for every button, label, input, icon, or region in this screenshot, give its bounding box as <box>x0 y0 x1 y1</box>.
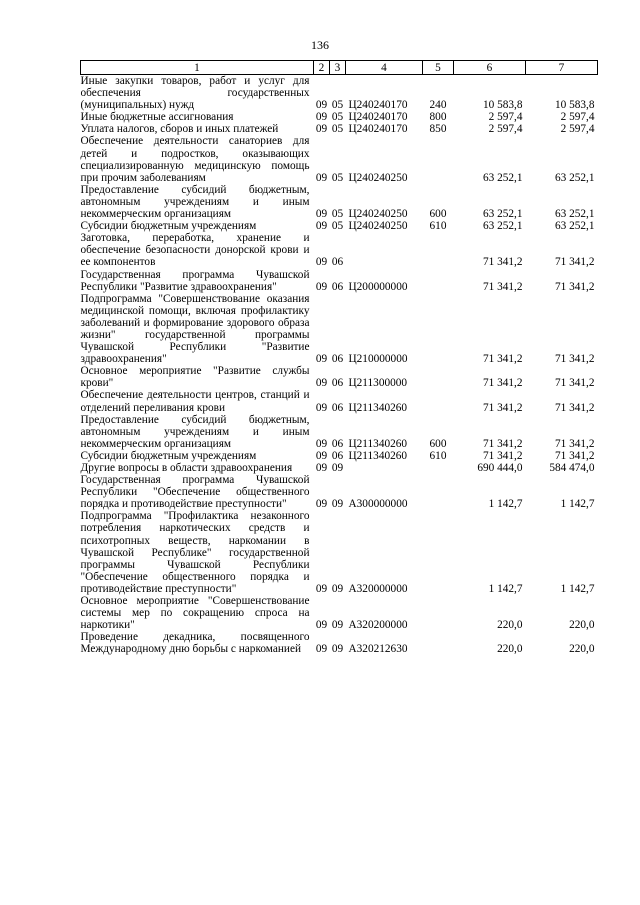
expense-type-code <box>423 474 454 510</box>
amount-year-2: 63 252,1 <box>554 171 595 184</box>
amount-year-2: 71 341,2 <box>554 256 595 269</box>
amount-year-1: 690 444,0 <box>477 462 523 474</box>
header-col-1: 1 <box>81 61 314 75</box>
item-name: Подпрограмма "Совершенствование оказания медицинской помощи, включая профилактику заболеваний и формирование здорового образа жизни" государственной программы Чувашской Республики "Развитие здравоохранения" <box>80 292 310 366</box>
target-article-code: Ц240240170 <box>348 99 408 112</box>
target-article-code: Ц211340260 <box>348 401 408 414</box>
amount-year-1: 71 341,2 <box>482 377 523 390</box>
amount-year-1: 1 142,7 <box>488 582 523 595</box>
subsection-code: 06 <box>331 449 344 462</box>
expense-type-code: 610 <box>429 449 447 462</box>
table-body <box>81 75 598 656</box>
page-number: 136 <box>311 38 329 52</box>
table-row <box>81 389 598 413</box>
section-code: 09 <box>315 462 328 474</box>
expense-type-code: 240 <box>429 99 447 112</box>
amount-year-2: 1 142,7 <box>560 582 595 595</box>
amount-year-1: 71 341,2 <box>482 256 523 269</box>
section-code: 09 <box>315 401 328 414</box>
item-name: Основное мероприятие "Развитие службы крови" <box>80 365 310 390</box>
table-row <box>81 123 598 135</box>
table-row <box>81 595 598 631</box>
amount-year-1: 2 597,4 <box>488 123 523 136</box>
amount-year-1: 71 341,2 <box>482 449 523 462</box>
table-row <box>81 510 598 595</box>
header-col-2: 2 <box>314 61 330 75</box>
section-code: 09 <box>315 99 328 112</box>
table-row <box>81 232 598 268</box>
expense-type-code <box>423 462 454 474</box>
header-col-6: 6 <box>454 61 526 75</box>
amount-year-2: 2 597,4 <box>560 123 595 136</box>
header-col-3: 3 <box>330 61 346 75</box>
amount-year-2: 10 583,8 <box>554 99 595 112</box>
expense-type-code <box>423 232 454 268</box>
expense-type-code <box>423 293 454 366</box>
target-article-code: Ц211340260 <box>348 437 408 450</box>
item-name: Обеспечение деятельности центров, станций и отделений переливания крови <box>80 389 310 414</box>
target-article-code: Ц240240170 <box>348 111 408 124</box>
item-name: Предоставление субсидий бюджетным, автономным учреждениям и иным некоммерческим организациям <box>80 413 310 450</box>
subsection-code: 05 <box>331 171 344 184</box>
subsection-code: 06 <box>331 377 344 390</box>
target-article-code: Ц240240170 <box>348 123 408 136</box>
header-row <box>81 61 598 75</box>
amount-year-2: 71 341,2 <box>554 449 595 462</box>
subsection-code: 06 <box>331 353 344 366</box>
table-row <box>81 365 598 389</box>
subsection-code: 09 <box>331 462 344 474</box>
target-article-code <box>346 232 423 268</box>
target-article-code: Ц240240250 <box>348 171 408 184</box>
table-header <box>81 61 598 75</box>
table-row <box>81 293 598 366</box>
section-code: 09 <box>315 582 328 595</box>
header-col-7: 7 <box>526 61 598 75</box>
amount-year-2: 71 341,2 <box>554 377 595 390</box>
target-article-code: А320200000 <box>348 619 408 632</box>
target-article-code: Ц210000000 <box>348 353 408 366</box>
item-name: Уплата налогов, сборов и иных платежей <box>80 123 279 136</box>
amount-year-2: 71 341,2 <box>554 280 595 293</box>
subsection-code: 06 <box>331 256 344 269</box>
amount-year-2: 220,0 <box>569 643 595 656</box>
subsection-code: 09 <box>331 582 344 595</box>
table-row <box>81 450 598 462</box>
subsection-code: 05 <box>331 99 344 112</box>
subsection-code: 09 <box>331 643 344 656</box>
subsection-code: 09 <box>331 619 344 632</box>
item-name: Обеспечение деятельности санаториев для детей и подростков, оказывающих специализированную медицинскую помощь при прочим заболеваниям <box>80 135 310 184</box>
amount-year-2: 71 341,2 <box>554 437 595 450</box>
target-article-code: А300000000 <box>348 498 408 511</box>
amount-year-1: 63 252,1 <box>482 208 523 221</box>
item-name: Государственная программа Чувашской Республики "Развитие здравоохранения" <box>80 268 310 293</box>
table-row <box>81 184 598 220</box>
amount-year-1: 63 252,1 <box>482 171 523 184</box>
expense-type-code <box>423 389 454 413</box>
amount-year-1: 71 341,2 <box>482 280 523 293</box>
subsection-code: 09 <box>331 498 344 511</box>
subsection-code: 06 <box>331 280 344 293</box>
target-article-code: Ц211340260 <box>348 449 408 462</box>
expense-type-code: 610 <box>429 220 447 233</box>
expense-type-code <box>423 269 454 293</box>
target-article-code: А320000000 <box>348 582 408 595</box>
table-row <box>81 220 598 232</box>
target-article-code <box>346 462 423 474</box>
item-name: Заготовка, переработка, хранение и обеспечение безопасности донорской крови и ее компонентов <box>80 232 310 269</box>
target-article-code: А320212630 <box>348 643 408 656</box>
amount-year-1: 220,0 <box>497 619 523 632</box>
amount-year-1: 1 142,7 <box>488 498 523 511</box>
header-col-5: 5 <box>423 61 454 75</box>
expense-type-code <box>423 510 454 595</box>
expense-type-code: 600 <box>429 208 447 221</box>
table-row <box>81 474 598 510</box>
amount-year-1: 71 341,2 <box>482 353 523 366</box>
subsection-code: 06 <box>331 401 344 414</box>
amount-year-1: 71 341,2 <box>482 401 523 414</box>
section-code: 09 <box>315 377 328 390</box>
subsection-code: 05 <box>331 123 344 136</box>
item-name: Подпрограмма "Профилактика незаконного потребления наркотических средств и психотропных веществ, наркомании в Чувашской Республике" государственной программы Чувашской Республики "Обеспечение общественного порядка и противодействие преступности" <box>80 510 310 595</box>
amount-year-2: 2 597,4 <box>560 111 595 124</box>
item-name: Предоставление субсидий бюджетным, автономным учреждениям и иным некоммерческим организациям <box>80 183 310 221</box>
item-name: Проведение декадника, посвященного Международному дню борьбы с наркоманией <box>80 631 310 656</box>
expense-type-code: 850 <box>429 123 447 136</box>
table-row <box>81 135 598 183</box>
section-code: 09 <box>315 123 328 136</box>
amount-year-2: 584 474,0 <box>549 462 595 474</box>
expense-type-code <box>423 135 454 183</box>
section-code: 09 <box>315 111 328 124</box>
section-code: 09 <box>315 449 328 462</box>
section-code: 09 <box>315 256 328 269</box>
item-name: Государственная программа Чувашской Республики "Обеспечение общественного порядка и противодействие преступности" <box>80 474 310 511</box>
amount-year-1: 71 341,2 <box>482 437 523 450</box>
amount-year-2: 1 142,7 <box>560 498 595 511</box>
table-row <box>81 414 598 450</box>
subsection-code: 05 <box>331 111 344 124</box>
amount-year-2: 71 341,2 <box>554 353 595 366</box>
header-col-4: 4 <box>346 61 423 75</box>
section-code: 09 <box>315 171 328 184</box>
section-code: 09 <box>315 220 328 233</box>
expense-type-code <box>423 631 454 655</box>
amount-year-1: 10 583,8 <box>482 99 523 112</box>
amount-year-1: 220,0 <box>497 643 523 656</box>
item-name: Субсидии бюджетным учреждениям <box>80 220 257 233</box>
amount-year-1: 2 597,4 <box>488 111 523 124</box>
budget-table <box>80 60 598 656</box>
target-article-code: Ц240240250 <box>348 220 408 233</box>
target-article-code: Ц211300000 <box>348 377 408 390</box>
subsection-code: 05 <box>331 220 344 233</box>
expense-type-code <box>423 365 454 389</box>
amount-year-1: 63 252,1 <box>482 220 523 233</box>
expense-type-code: 600 <box>429 437 447 450</box>
amount-year-2: 220,0 <box>569 619 595 632</box>
table-row <box>81 462 598 474</box>
item-name: Другие вопросы в области здравоохранения <box>80 462 293 474</box>
section-code: 09 <box>315 437 328 450</box>
table-row <box>81 269 598 293</box>
section-code: 09 <box>315 280 328 293</box>
section-code: 09 <box>315 208 328 221</box>
amount-year-2: 63 252,1 <box>554 208 595 221</box>
item-name: Основное мероприятие "Совершенствование системы мер по сокращению спроса на наркотики" <box>80 595 310 632</box>
amount-year-2: 63 252,1 <box>554 220 595 233</box>
section-code: 09 <box>315 619 328 632</box>
item-name: Субсидии бюджетным учреждениям <box>80 449 257 462</box>
table-row <box>81 631 598 655</box>
table-row <box>81 111 598 123</box>
expense-type-code: 800 <box>429 111 447 124</box>
expense-type-code <box>423 595 454 631</box>
amount-year-2: 71 341,2 <box>554 401 595 414</box>
item-name: Иные закупки товаров, работ и услуг для обеспечения государственных (муниципальных) нужд <box>80 75 310 112</box>
item-name: Иные бюджетные ассигнования <box>80 111 234 124</box>
subsection-code: 06 <box>331 437 344 450</box>
target-article-code: Ц240240250 <box>348 208 408 221</box>
target-article-code: Ц200000000 <box>348 280 408 293</box>
section-code: 09 <box>315 353 328 366</box>
section-code: 09 <box>315 498 328 511</box>
table-row <box>81 75 598 112</box>
subsection-code: 05 <box>331 208 344 221</box>
section-code: 09 <box>315 643 328 656</box>
